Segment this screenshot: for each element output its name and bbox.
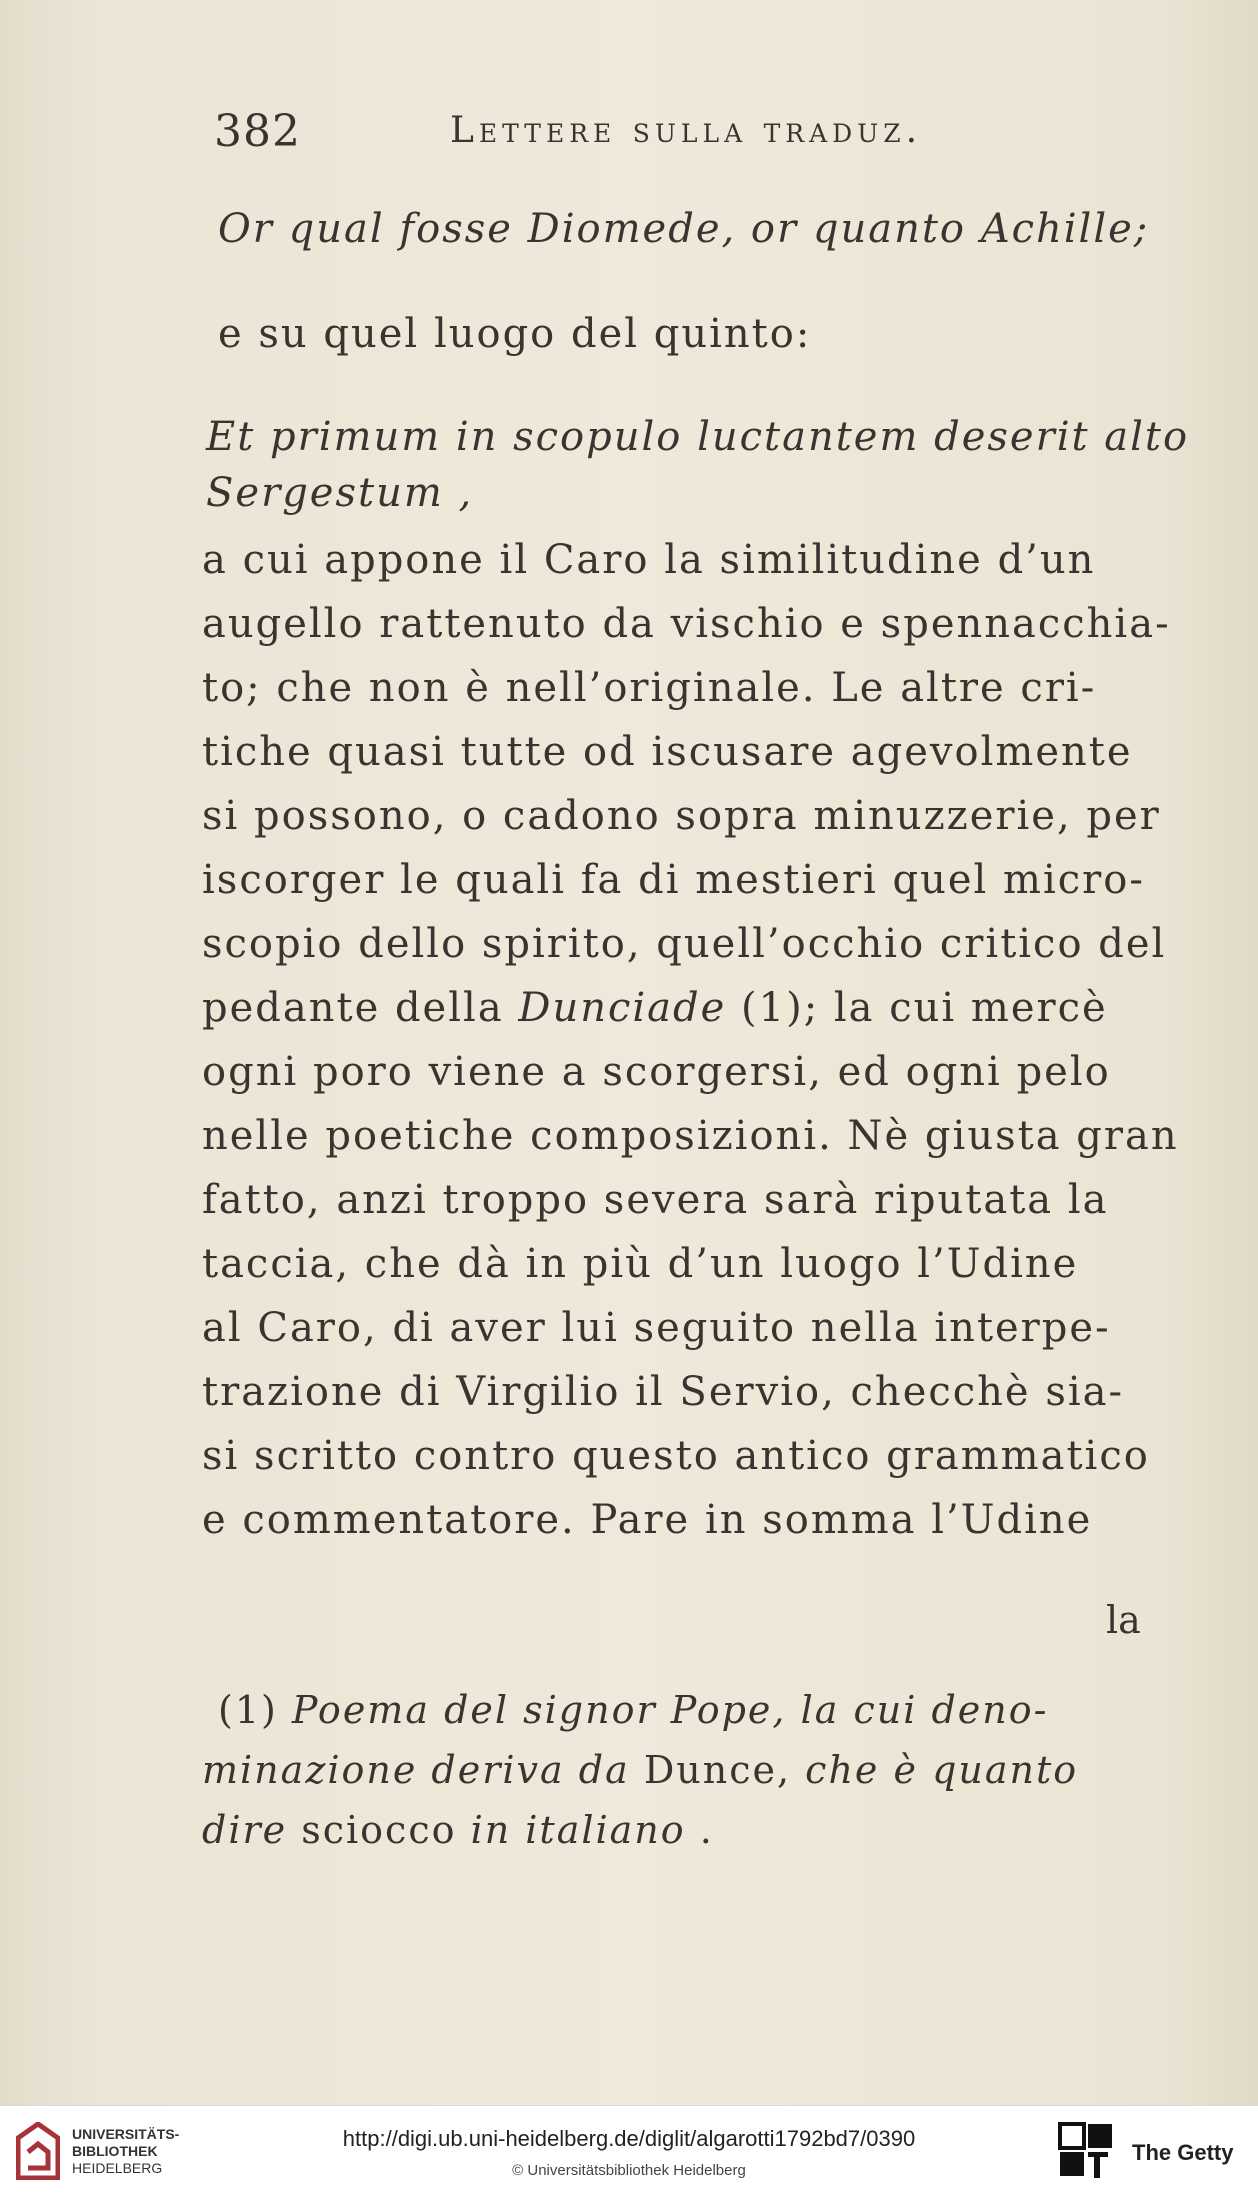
text-line: a cui appone il Caro la similitudine d’un (202, 537, 1096, 583)
text-line: e commentatore. Pare in somma l’Udine (202, 1497, 1093, 1543)
text-line: nelle poetiche composizioni. Nè giusta gran (202, 1113, 1179, 1159)
text-fragment: Dunce (643, 1748, 777, 1792)
getty-logo-icon (1058, 2122, 1114, 2182)
text-line: ogni poro viene a scorgersi, ed ogni pelo (202, 1049, 1111, 1095)
text-line: al Caro, di aver lui seguito nella interpe- (202, 1305, 1111, 1351)
viewer-footer (0, 2105, 1258, 2197)
getty-label: The Getty (1132, 2140, 1234, 2165)
footnote-line (202, 1800, 1192, 1860)
text-fragment: pedante della (202, 985, 519, 1031)
footnote-line (218, 1680, 1208, 1740)
permalink-url[interactable]: http://digi.ub.uni-heidelberg.de/diglit/algarotti1792bd7/0390 (342, 2126, 916, 2151)
footnote-marker: (1) (218, 1688, 292, 1732)
running-title: Lettere sulla traduz. (450, 110, 923, 151)
text-fragment: dire (202, 1808, 288, 1852)
text-fragment: , (777, 1748, 806, 1792)
text-line: to; che non è nell’originale. Le altre cri- (202, 665, 1097, 711)
text-fragment: Poema del signor Pope, la cui deno- (291, 1688, 1049, 1732)
dunciade-title: Dunciade (518, 985, 727, 1031)
text-fragment: . (685, 1808, 714, 1852)
text-line: fatto, anzi troppo severa sarà riputata la (202, 1177, 1109, 1223)
latin-quote-line-2: Sergestum , (206, 470, 474, 516)
text-line: augello rattenuto da vischio e spennacchia- (202, 601, 1171, 647)
library-name-line: UNIVERSITÄTS- (72, 2126, 180, 2142)
text-line: trazione di Virgilio il Servio, checchè sia- (202, 1369, 1125, 1415)
library-name-line: HEIDELBERG (72, 2160, 163, 2176)
catchword: la (1106, 1598, 1141, 1642)
text-line: si scritto contro questo antico grammatico (202, 1433, 1150, 1479)
text-line: tiche quasi tutte od iscusare agevolmente (202, 729, 1133, 775)
text-line: scopio dello spirito, quell’occhio critico del (202, 921, 1167, 967)
text-fragment: in italiano (470, 1808, 686, 1852)
text-line: iscorger le quali fa di mestieri quel micro- (202, 857, 1145, 903)
text-line (202, 976, 1182, 1040)
intro-line: e su quel luogo del quinto: (218, 311, 812, 357)
footnote-line (202, 1740, 1192, 1800)
text-fragment: minazione deriva da (202, 1748, 644, 1792)
text-fragment: sciocco (287, 1808, 471, 1852)
text-line: si possono, o cadono sopra minuzzerie, per (202, 793, 1161, 839)
library-name-line: BIBLIOTHEK (72, 2143, 158, 2159)
latin-quote-line-1: Et primum in scopulo luctantem deserit alto (206, 414, 1190, 460)
text-fragment: che è quanto (805, 1748, 1079, 1792)
page-number: 382 (214, 106, 301, 157)
text-fragment: (1); la cui mercè (726, 985, 1108, 1031)
copyright-notice: © Universitätsbibliothek Heidelberg (512, 2162, 746, 2179)
verse-quote-diomede: Or qual fosse Diomede, or quanto Achille; (218, 206, 1150, 252)
page-header (214, 106, 966, 166)
text-line: taccia, che dà in più d’un luogo l’Udine (202, 1241, 1079, 1287)
